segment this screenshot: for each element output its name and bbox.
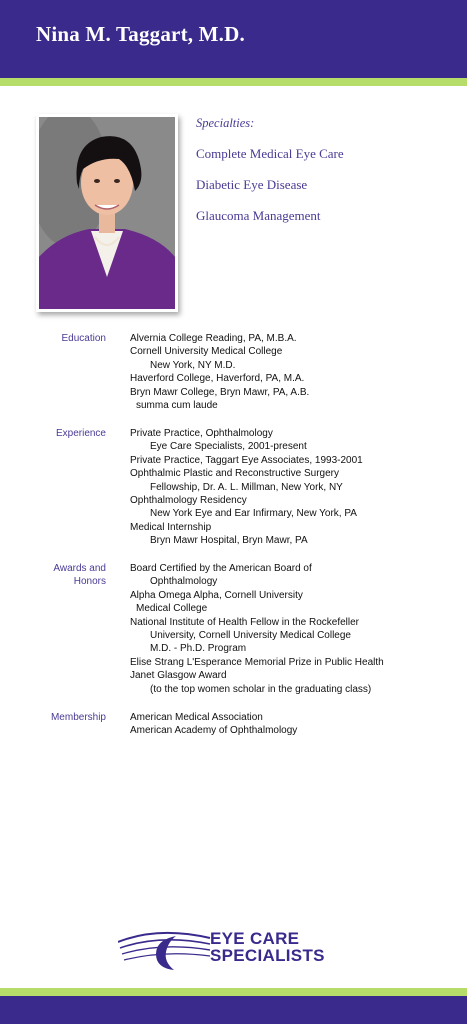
- eye-care-specialists-logo: [118, 928, 358, 974]
- experience-line: Ophthalmic Plastic and Reconstructive Surgery: [130, 468, 339, 480]
- page-title: Nina M. Taggart, M.D.: [36, 22, 245, 46]
- awards-line: Board Certified by the American Board of: [130, 563, 312, 574]
- awards-line: Medical College: [136, 603, 208, 615]
- specialties-block: [196, 116, 456, 239]
- awards-line: Janet Glasgow Award: [130, 670, 227, 682]
- education-line: Alvernia College Reading, PA, M.B.A.: [130, 333, 297, 344]
- experience-line: Bryn Mawr Hospital, Bryn Mawr, PA: [150, 535, 308, 547]
- awards-line: National Institute of Health Fellow in the Rockefeller: [130, 616, 360, 628]
- logo-line: EYE CARE: [210, 929, 300, 948]
- education-line: Cornell University Medical College: [130, 346, 283, 358]
- awards-line: University, Cornell University Medical College: [150, 630, 351, 642]
- experience-line: New York Eye and Ear Infirmary, New York, PA: [150, 508, 357, 520]
- eye-logo-icon: [118, 928, 214, 974]
- awards-line: Alpha Omega Alpha, Cornell University: [130, 589, 303, 601]
- awards-label-line: Honors: [73, 576, 106, 587]
- experience-line: Ophthalmology Residency: [130, 495, 247, 507]
- education-line: Bryn Mawr College, Bryn Mawr, PA, A.B.: [130, 386, 310, 398]
- specialty-item: Glaucoma Management: [196, 208, 321, 223]
- portrait-illustration: [39, 117, 175, 309]
- experience-line: Private Practice, Ophthalmology: [130, 428, 273, 439]
- specialty-item: Complete Medical Eye Care: [196, 146, 344, 161]
- awards-label: [18, 562, 106, 588]
- awards-line: Elise Strang L'Esperance Memorial Prize in Public Health: [130, 656, 384, 668]
- top-accent-stripe: [0, 78, 467, 86]
- awards-label-line: Awards and: [53, 563, 106, 574]
- awards-list: [130, 562, 460, 696]
- experience-label: Experience: [55, 428, 106, 439]
- experience-list: [130, 427, 460, 548]
- header-banner: [0, 0, 467, 78]
- doctor-photo-frame: [36, 114, 178, 312]
- education-line: New York, NY M.D.: [150, 359, 236, 371]
- awards-line: M.D. - Ph.D. Program: [150, 643, 247, 655]
- education-list: [130, 332, 460, 412]
- awards-line: Ophthalmology: [150, 576, 218, 588]
- membership-line: American Medical Association: [130, 712, 263, 723]
- bottom-accent-stripe: [0, 988, 467, 996]
- logo-line: SPECIALISTS: [210, 946, 325, 965]
- specialties-heading: Specialties:: [196, 116, 255, 130]
- logo-wordmark: [210, 930, 325, 964]
- specialty-item: Diabetic Eye Disease: [196, 177, 308, 192]
- education-label: Education: [61, 333, 106, 344]
- experience-line: Medical Internship: [130, 521, 212, 533]
- doctor-portrait-photo: [39, 117, 175, 309]
- awards-line: (to the top women scholar in the graduating class): [150, 683, 372, 695]
- education-line: summa cum laude: [136, 400, 218, 412]
- membership-list: [130, 711, 460, 738]
- experience-line: Fellowship, Dr. A. L. Millman, New York, NY: [150, 481, 343, 493]
- footer-banner: [0, 996, 467, 1024]
- membership-label: Membership: [50, 712, 106, 723]
- membership-line: American Academy of Ophthalmology: [130, 725, 298, 737]
- education-line: Haverford College, Haverford, PA, M.A.: [130, 373, 305, 385]
- experience-line: Eye Care Specialists, 2001-present: [150, 441, 307, 453]
- experience-line: Private Practice, Taggart Eye Associates, 1993-2001: [130, 454, 363, 466]
